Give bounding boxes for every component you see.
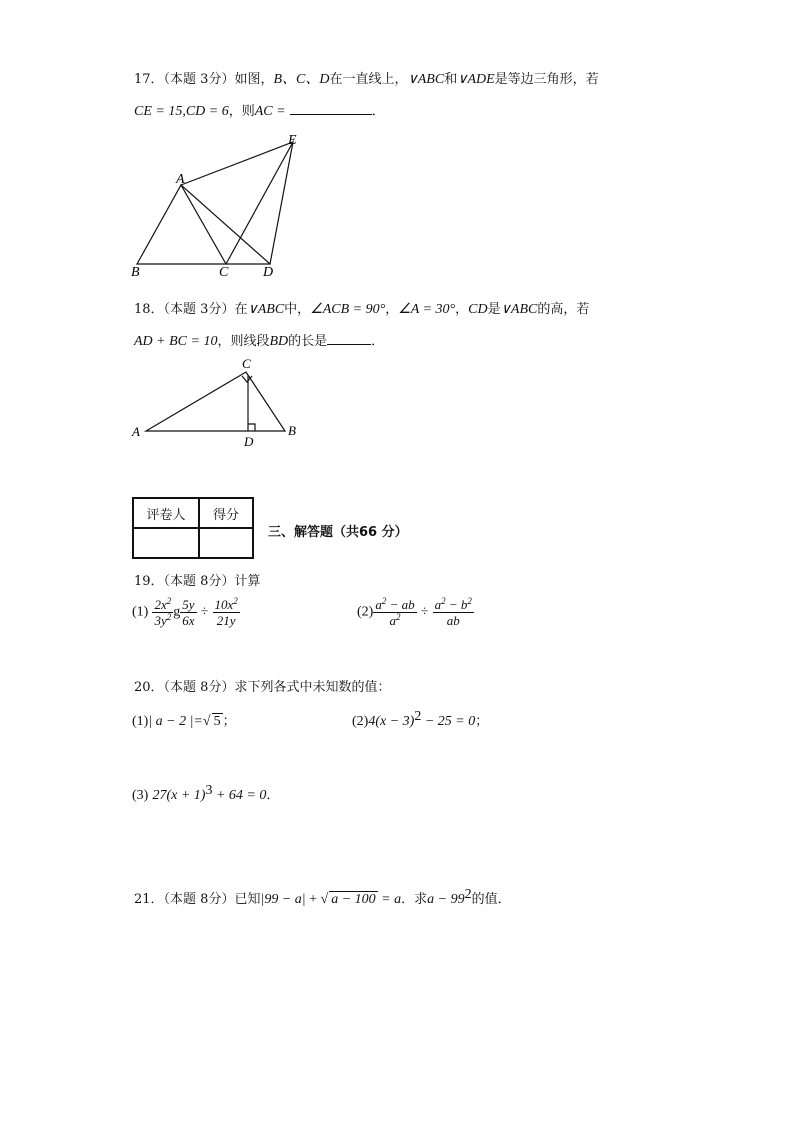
- score-table-reviewer: 评卷人: [133, 498, 199, 528]
- q18-number: 18．: [134, 302, 164, 317]
- q17-label-d: D: [263, 265, 274, 280]
- q17-label-a: A: [176, 172, 185, 187]
- q17-triangle-ade: ∨ADE: [457, 72, 495, 87]
- q19-p1-op1: g: [173, 604, 181, 620]
- q18-figure: [128, 354, 308, 450]
- q18-condition: AD + BC = 10: [134, 334, 218, 349]
- q18-triangle-shape: [146, 372, 285, 431]
- q20-p2-expr-a: 4(x − 3): [368, 714, 415, 729]
- score-table-score: 得分: [199, 498, 253, 528]
- q19-p1-fraction1: $\frac{2x^2}{3y^2}$: [154, 596, 172, 628]
- q18-sep: ，: [385, 302, 399, 317]
- q20-p1-expr: | a − 2 |=: [148, 714, 203, 729]
- q18-cd: CD: [468, 302, 488, 317]
- q18-line1: [134, 298, 589, 318]
- q17-answer-blank[interactable]: [290, 102, 372, 115]
- q18-end: ．: [371, 334, 385, 349]
- q18-right-angle-d: [248, 424, 255, 431]
- q21-points: （本题 8分）: [163, 892, 235, 907]
- q17-line1: [134, 68, 599, 88]
- q19-header: [134, 570, 260, 589]
- q18-stem-b: 中，: [284, 302, 311, 317]
- q21-eq: = a: [377, 892, 402, 907]
- score-table: [132, 497, 254, 559]
- q18-stem-d: 的高，若: [537, 302, 590, 317]
- q18-bd: BD: [269, 334, 289, 349]
- q20-number: 20．: [134, 680, 164, 695]
- q19-p1-op2: ÷: [200, 604, 209, 620]
- q18-sep2: ，: [455, 302, 469, 317]
- q18-triangle-b: ∨ABC: [500, 302, 538, 317]
- q17-condition: CE = 15,CD = 6: [134, 104, 229, 119]
- q20-p2-expr-b: − 25 = 0: [421, 714, 476, 729]
- q19-p2-fraction2: $\frac{a^2 - b^2}{ab}$: [434, 596, 472, 628]
- q20-part1: (1)| a − 2 |=√ 5 ；: [132, 714, 236, 729]
- q20-part2: [352, 710, 488, 730]
- q20-p2-label: (2): [352, 714, 369, 729]
- q17-label-e: E: [288, 133, 297, 148]
- q19-points: （本题 8分）: [163, 574, 235, 589]
- q18-stem-c: 是: [487, 302, 501, 317]
- section-title: 三、解答题（共66 分）: [268, 525, 408, 540]
- q20-p3-end: ．: [266, 788, 280, 803]
- q20-p2-end: ；: [475, 714, 489, 729]
- q18-then: ，则线段: [217, 334, 270, 349]
- q19-p2-label: (2): [357, 604, 374, 620]
- q19-part1: [132, 597, 240, 628]
- q20-p1-label: (1): [132, 714, 149, 729]
- q21-target-expr: a − 99: [427, 892, 465, 907]
- q19-number: 19．: [134, 574, 164, 589]
- q18-label-d: D: [244, 434, 254, 449]
- q17-figure: [128, 128, 308, 280]
- q18-label-c: C: [242, 356, 251, 371]
- q18-line2: [134, 330, 384, 350]
- q20-p3-label: (3): [132, 788, 149, 803]
- q17-triangle-abc-shape: [137, 185, 226, 264]
- q20-header: [134, 676, 390, 695]
- q20-p3-expr-b: + 64 = 0: [212, 788, 267, 803]
- q17-then: ，则: [228, 104, 255, 119]
- q18-answer-blank[interactable]: [327, 332, 371, 345]
- q18-angle-acb: ∠ACB = 90°: [310, 302, 386, 317]
- score-table-reviewer-cell[interactable]: [133, 528, 199, 558]
- q21-number: 21．: [134, 892, 164, 907]
- q17-points: （本题 3分）: [163, 72, 235, 87]
- q19-p2-op: ÷: [420, 604, 429, 620]
- q19-p1-fraction2: $\frac{5y}{6x}$: [182, 597, 195, 628]
- q19-p1-label: (1): [132, 604, 149, 620]
- q21-root-expr: a − 100: [331, 892, 376, 907]
- q17-stem-c: 是等边三角形，若: [494, 72, 599, 87]
- q18-label-b: B: [288, 423, 296, 438]
- q17-stem-b: 在一直线上，: [329, 72, 408, 87]
- q21-plus: +: [305, 892, 321, 907]
- q19-p1-fraction3: $\frac{10x^2}{21y}$: [214, 596, 238, 628]
- q20-p1-end: ；: [222, 714, 236, 729]
- q17-triangle-ade-shape: [181, 142, 293, 264]
- q18-ask: 的长是: [288, 334, 328, 349]
- q19-p2-fraction1: $\frac{a^2 - ab}{a^2}$: [375, 596, 415, 628]
- q18-points: （本题 3分）: [163, 302, 235, 317]
- q17-number: 17．: [134, 72, 164, 87]
- q17-ask: AC =: [254, 104, 286, 119]
- q18-triangle: ∨ABC: [247, 302, 285, 317]
- q20-points: （本题 8分）: [163, 680, 235, 695]
- q20-p1-root: 5: [213, 714, 221, 729]
- q20-stem: 求下列各式中未知数的值：: [234, 680, 391, 695]
- q21-stem: 已知: [234, 892, 261, 907]
- q21-abs-expr: |99 − a|: [260, 892, 306, 907]
- q21-stem-c: 的值．: [471, 892, 511, 907]
- q21-line: 21．（本题 8分）已知|99 − a| + √ a − 100 = a．求$a - 99^2$的值．: [134, 887, 511, 907]
- score-table-score-cell[interactable]: [199, 528, 253, 558]
- q20-p3-sup: 3: [205, 783, 213, 798]
- q17-label-b: B: [131, 265, 140, 280]
- q20-p3-expr-a: 27(x + 1): [152, 788, 206, 803]
- q21-stem-b: ．求: [401, 892, 428, 907]
- q21-sup: 2: [464, 887, 472, 902]
- q19-part2: [357, 597, 474, 628]
- q18-stem: 在: [234, 302, 248, 317]
- q20-p2-sup: 2: [414, 709, 422, 724]
- q17-line2: [134, 100, 385, 120]
- q17-stem: 如图，: [234, 72, 274, 87]
- q17-label-c: C: [219, 265, 229, 280]
- q18-angle-a: ∠A = 30°: [398, 302, 456, 317]
- q17-and: 和: [444, 72, 458, 87]
- q19-stem: 计算: [234, 574, 261, 589]
- q20-part3: [132, 784, 279, 804]
- q18-label-a: A: [132, 424, 140, 439]
- q17-end: ．: [371, 104, 385, 119]
- q17-triangle-abc: ∨ABC: [407, 72, 445, 87]
- q17-segment-ce: [226, 142, 293, 264]
- q17-points-bcd: B、C、D: [273, 72, 330, 87]
